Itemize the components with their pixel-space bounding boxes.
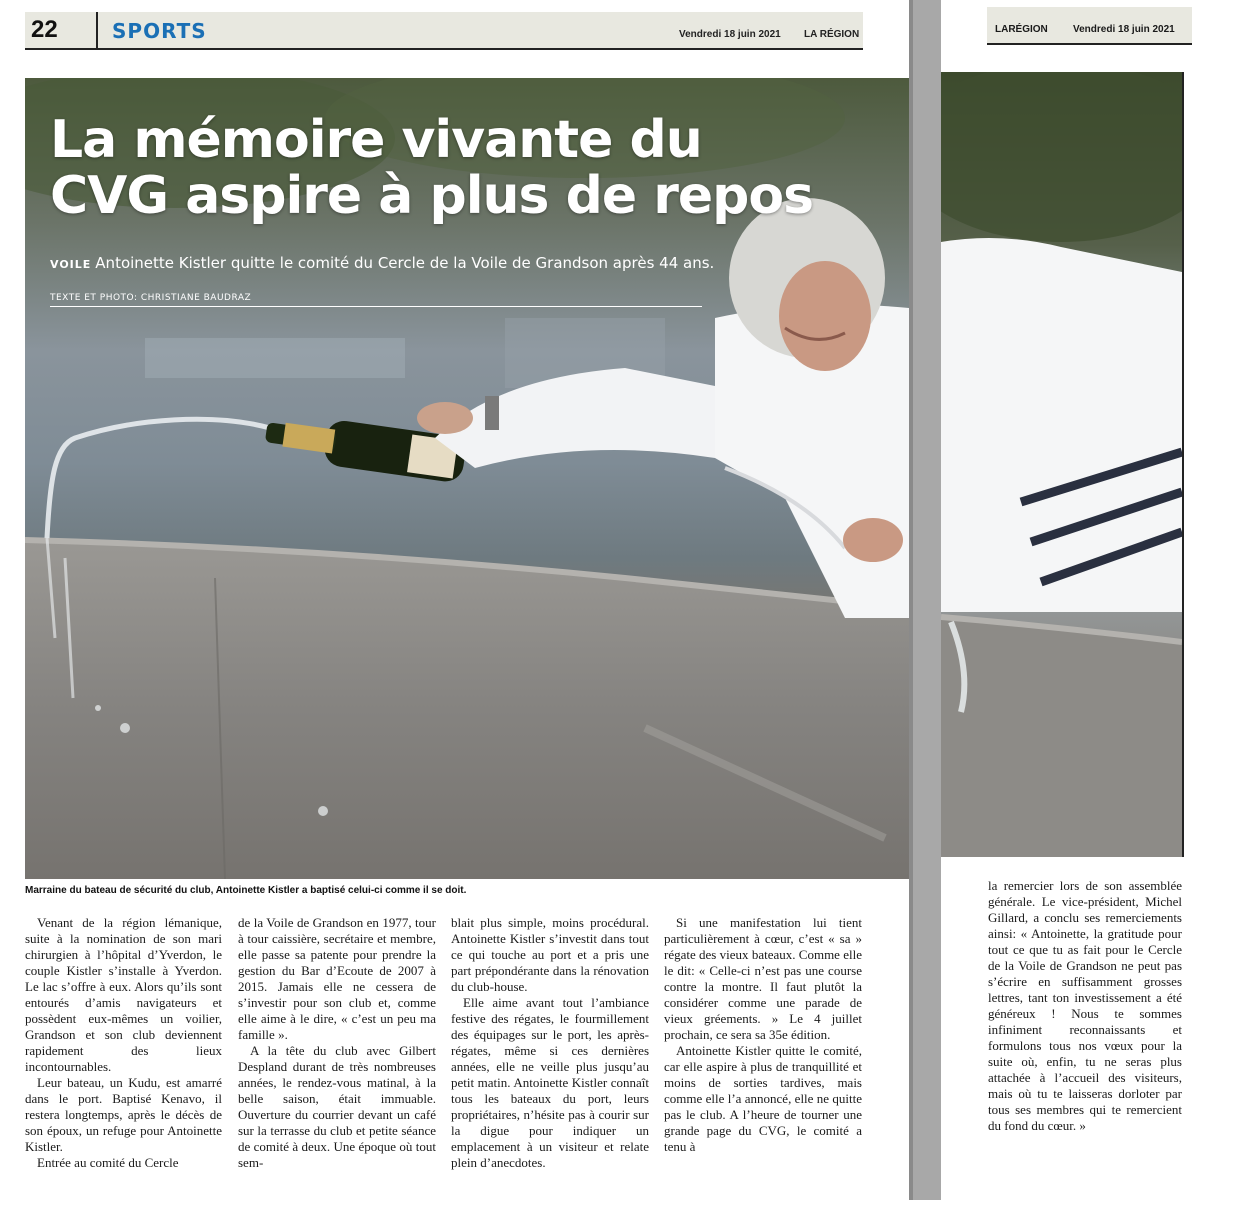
header-divider (96, 12, 98, 48)
article-title (50, 112, 813, 224)
article-photo (25, 78, 909, 879)
paragraph: Antoinette Kistler quitte le comité, car elle aspire à plus de tranquillité et moins de sorties tardives, mais comme elle l’a annoncé, elle ne quitte pas le club. A l’heure de tourner une grande page du CVG, le comité a tenu à (664, 1043, 862, 1154)
body-column-4 (664, 915, 862, 1155)
page-header (25, 12, 863, 50)
subtitle-text: Antoinette Kistler quitte le comité du Cercle de la Voile de Grandson après 44 ans. (95, 254, 715, 272)
page-gutter (909, 0, 941, 1200)
paragraph: Si une manifestation lui tient particulièrement à cœur, c’est « sa » régate des vieux bateaux. Comme elle le dit: « Celle-ci n’est pas une course contre la montre. Il faut plutôt la considérer comme une parade de vieux gréements. » Le 4 juillet prochain, ce sera sa 35e édition. (664, 915, 862, 1042)
paragraph: de la Voile de Grandson en 1977, tour à tour caissière, secrétaire et membre, elle passe sa patente pour prendre la gestion du Bar d’Ecoute de 2007 à 2015. Jamais elle ne cessera de s’investir pour son club et, comme elle aime à le dire, « c’est un peu ma famille ». (238, 915, 436, 1042)
paragraph: la remercier lors de son assemblée générale. Le vice-président, Michel Gillard, a conclu ses remerciements ainsi: « Antoinette, la gratitude pour tout ce que tu as fait pour le Cercle de la Voile de Grandson ne peut pas s’écrire en suffisamment grosses lettres, tant ton investissement a été généreux ! Nous te sommes infiniment reconnaissants et formulons tous nos vœux pour la suite où, enfin, tu ne seras plus attachée à l’accueil des visiteurs, mais où tu te laisseras dorloter par tous ses membres qui te remercient du fond du cœur. » (988, 878, 1182, 1133)
credit-rule (50, 306, 702, 307)
paragraph: Leur bateau, un Kudu, est amarré dans le port. Baptisé Kenavo, il restera longtemps, après le décès de son époux, un refuge pour Antoinette Kistler. (25, 1075, 222, 1154)
article-subtitle (50, 254, 714, 272)
body-column-1 (25, 915, 222, 1171)
title-line-1: La mémoire vivante du (50, 110, 702, 170)
paragraph: Venant de la région lémanique, suite à la nomination de son mari chirurgien à l’hôpital d’Yverdon, le couple Kistler s’installe à Yverdon. Le lac s’offre à eux. Alors qu’ils sont entourés d’amis navigateurs et possèdent eux-mêmes un voilier, Grandson et son club deviennent rapidement des lieux incontournables. (25, 915, 222, 1074)
article-photo-continuation (941, 72, 1184, 857)
header-paper-name: LA RÉGION (804, 29, 860, 40)
right-header-date: Vendredi 18 juin 2021 (1073, 24, 1175, 35)
body-column-3 (451, 915, 649, 1171)
paragraph: A la tête du club avec Gilbert Despland durant de très nombreuses années, le rendez-vous matinal, à la belle saison, était immuable. Ouverture du courrier devant un café sur la terrasse du club et petite séance de comité à deux. Une époque où tout sem- (238, 1043, 436, 1170)
page-number: 22 (31, 16, 58, 43)
rubric-label: VOILE (50, 258, 92, 271)
paragraph: Elle aime avant tout l’ambiance festive des régates, le fourmillement des équipages sur le port, les après-régates, même si ces dernières années, elle ne veille plus jusqu’au petit matin. Antoinette Kistler connaît tous les bateaux du port, leurs propriétaires, n’hésite pas à courir sur la digue pour indiquer un emplacement à un visiteur et relate plein d’anecdotes. (451, 995, 649, 1170)
title-line-2: CVG aspire à plus de repos (50, 166, 814, 226)
header-date: Vendredi 18 juin 2021 (679, 29, 781, 40)
paragraph: blait plus simple, moins procédural. Antoinette Kistler s’investit dans tout ce qui touche au port et a pris une part prépondérante dans la rénovation du club-house. (451, 915, 649, 994)
right-header-paper-name: LARÉGION (995, 24, 1048, 35)
section-label: SPORTS (112, 19, 207, 43)
gutter-edge (909, 0, 913, 1200)
body-column-2 (238, 915, 436, 1171)
right-page-header (987, 7, 1192, 45)
body-column-5 (988, 878, 1182, 1134)
photo-continuation-illustration (941, 72, 1182, 857)
photo-credit: TEXTE ET PHOTO: CHRISTIANE BAUDRAZ (50, 293, 252, 303)
paragraph: Entrée au comité du Cercle (37, 1155, 179, 1170)
photo-caption: Marraine du bateau de sécurité du club, Antoinette Kistler a baptisé celui-ci comme il se doit. (25, 885, 467, 896)
